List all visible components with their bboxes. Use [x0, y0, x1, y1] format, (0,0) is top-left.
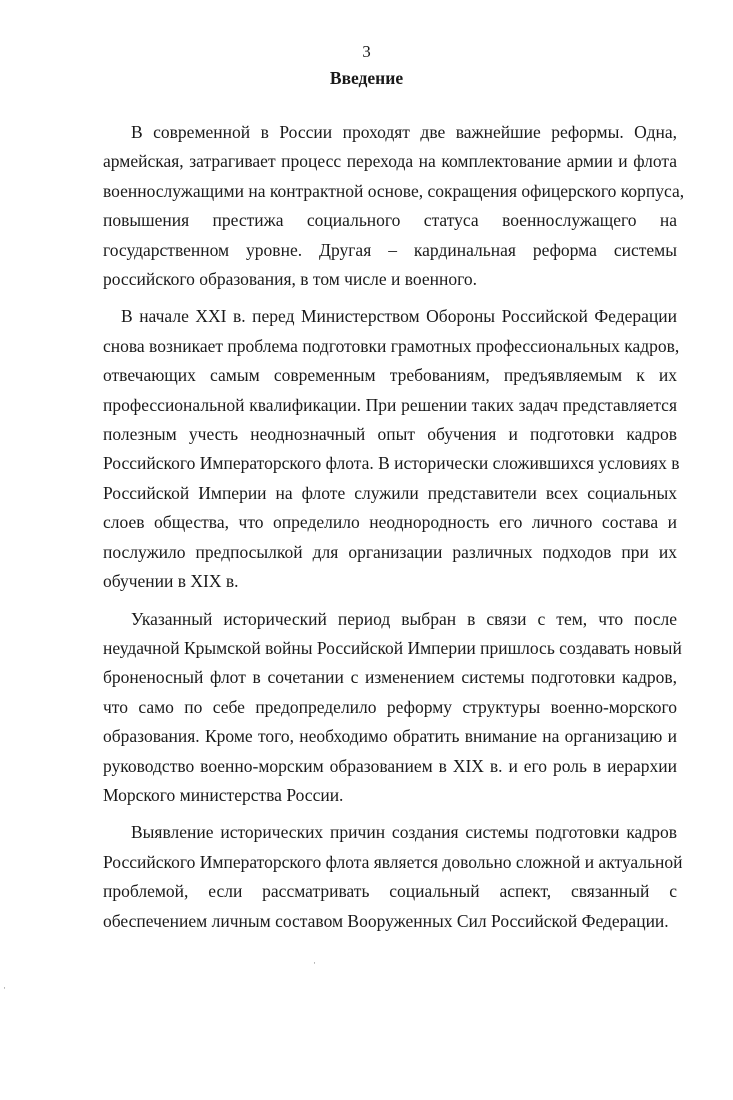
- text-line: снова возникает проблема подготовки грамотных профессиональных кадров,: [103, 335, 680, 356]
- text-line: обучении в XIX в.: [103, 571, 239, 592]
- paragraph-1: [103, 118, 685, 294]
- page-number: 3: [362, 42, 371, 61]
- section-title: Введение: [329, 68, 404, 88]
- text-line: образования. Кроме того, необходимо обратить внимание на организацию и: [103, 726, 677, 747]
- text-line: руководство военно-морским образованием в XIX в. и его роль в иерархии: [103, 755, 677, 776]
- text-line: что само по себе предопределило реформу структуры военно-морского: [103, 696, 677, 717]
- text-line: Российского Императорского флота. В исторически сложившихся условиях в: [103, 453, 680, 474]
- text-line: В современной в России проходят две важнейшие реформы. Одна,: [131, 122, 677, 142]
- text-line: слоев общества, что определило неоднородность его личного состава и: [103, 512, 677, 533]
- text-line: Морского министерства России.: [103, 784, 344, 805]
- text-line: армейская, затрагивает процесс перехода на комплектование армии и флота: [103, 151, 677, 172]
- text-line: российского образования, в том числе и военного.: [103, 269, 477, 290]
- text-line: повышения престижа социального статуса военнослужащего на: [103, 210, 677, 231]
- scan-speck: ·: [3, 983, 6, 993]
- body-text: [103, 118, 685, 944]
- text-line: Российской Империи на флоте служили представители всех социальных: [103, 482, 677, 503]
- text-line: броненосный флот в сочетании с изменением системы подготовки кадров,: [103, 667, 677, 688]
- text-line: обеспечением личным составом Вооруженных Сил Российской Федерации.: [103, 910, 669, 931]
- text-line: полезным учесть неоднозначный опыт обучения и подготовки кадров: [103, 424, 677, 445]
- text-line: государственном уровне. Другая – кардинальная реформа системы: [103, 239, 677, 260]
- text-line: неудачной Крымской войны Российской Империи пришлось создавать новый: [103, 637, 682, 658]
- text-line: отвечающих самым современным требованиям, предъявляемым к их: [103, 365, 677, 386]
- text-line: военнослужащими на контрактной основе, сокращения офицерского корпуса,: [103, 180, 685, 201]
- text-line: Указанный исторический период выбран в связи с тем, что после: [131, 608, 677, 629]
- text-line: проблемой, если рассматривать социальный аспект, связанный с: [103, 881, 677, 902]
- text-line: послужило предпосылкой для организации различных подходов при их: [103, 541, 677, 562]
- paragraph-4: [103, 818, 683, 936]
- text-line: Российского Императорского флота является довольно сложной и актуальной: [103, 851, 683, 872]
- paragraph-3: [103, 605, 682, 811]
- text-line: Выявление исторических причин создания системы подготовки кадров: [131, 822, 677, 843]
- paragraph-2: [103, 302, 680, 596]
- text-line: В начале XXI в. перед Министерством Обороны Российской Федерации: [121, 306, 677, 327]
- scan-speck: ·: [313, 958, 316, 968]
- text-line: профессиональной квалификации. При решении таких задач представляется: [103, 394, 677, 415]
